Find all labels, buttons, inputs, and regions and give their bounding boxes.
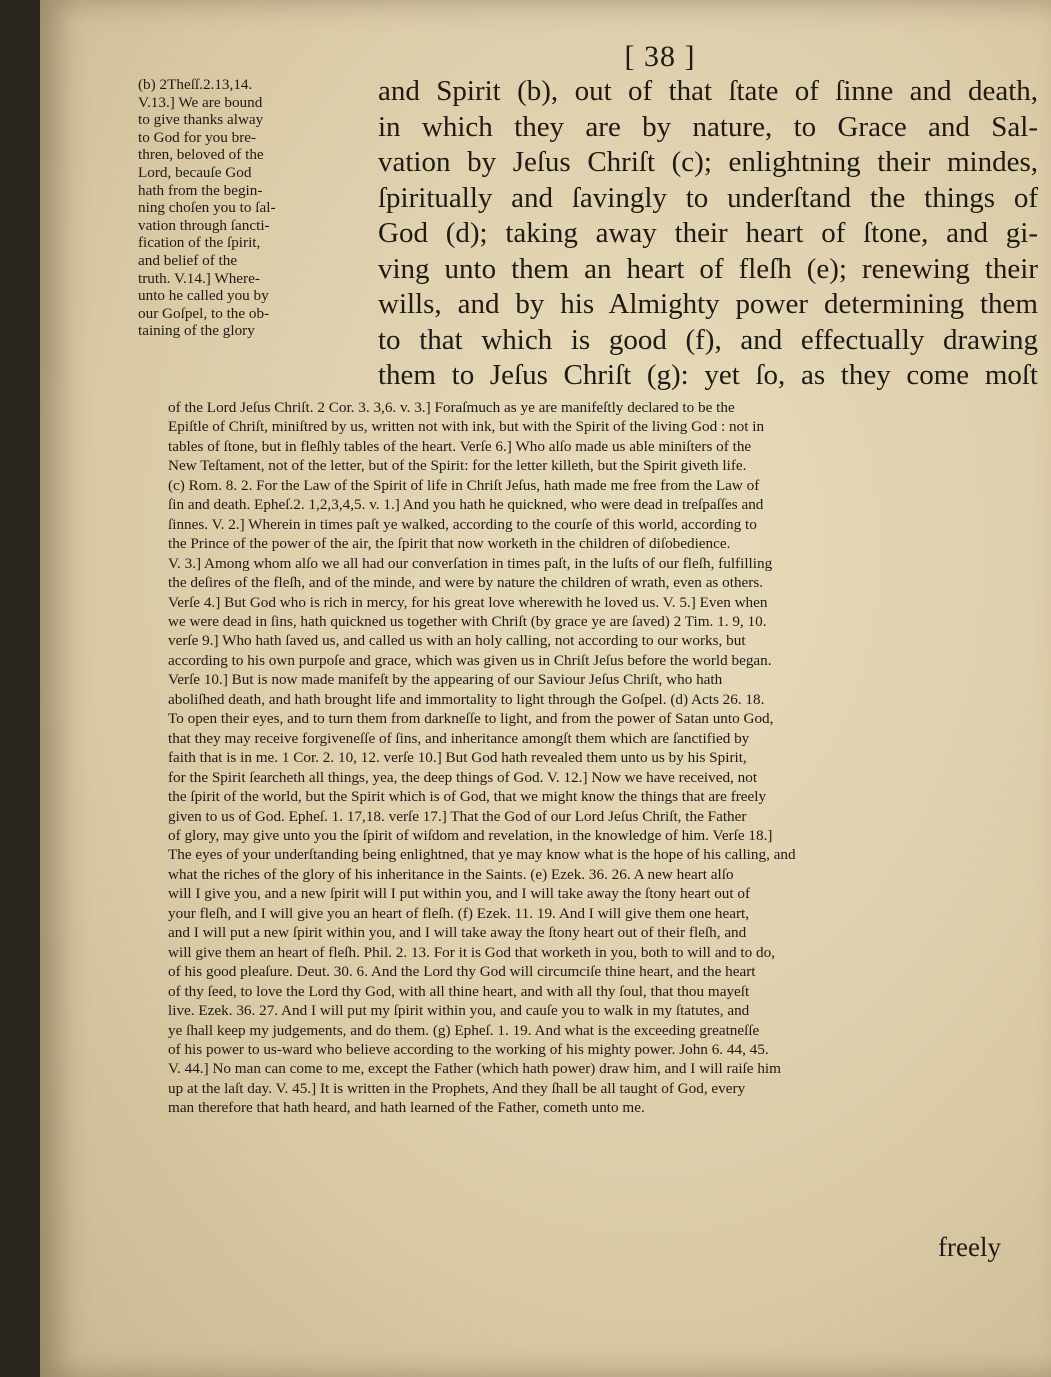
footnote-line: will I give you, and a new ſpirit will I put within you, and I will take away the ſtony heart out of	[168, 885, 751, 903]
margin-note-line: taining of the glory	[138, 322, 255, 340]
footnote-line: of his good pleaſure. Deut. 30. 6. And the Lord thy God will circumciſe thine heart, and the heart	[168, 963, 756, 981]
footnote-line: (c) Rom. 8. 2. For the Law of the Spirit of life in Chriſt Jeſus, hath made me free from the Law of	[168, 476, 760, 494]
footnote-line: ſin and death. Epheſ.2. 1,2,3,4,5. v. 1.] And you hath he quickned, who were dead in treſpaſſes and	[168, 496, 764, 514]
margin-note-line: Lord, becauſe God	[138, 163, 252, 181]
footnotes	[168, 398, 1038, 1118]
footnote-line: up at the laſt day. V. 45.] It is written in the Prophets, And they ſhall be all taught of God, every	[168, 1079, 746, 1097]
footnote-line: V. 44.] No man can come to me, except the Father (which hath power) draw him, and I will raiſe him	[168, 1060, 781, 1078]
margin-note-line: vation through ſancti-	[138, 216, 270, 234]
footnote-line: the Prince of the power of the air, the ſpirit that now worketh in the children of diſobedience.	[168, 535, 731, 553]
margin-note-line: our Goſpel, to the ob-	[138, 304, 270, 322]
footnote-line: ſinnes. V. 2.] Wherein in times paſt ye walked, according to the courſe of this world, according to	[168, 515, 757, 533]
footnote-line: V. 3.] Among whom alſo we all had our converſation in times paſt, in the luſts of our fleſh, fulfilling	[168, 554, 773, 572]
margin-note-line: (b) 2Theſſ.2.13,14.	[138, 76, 253, 93]
main-text-line: ving unto them an heart of fleſh (e); renewing their	[378, 252, 1038, 285]
page-number: [ 38 ]	[624, 40, 696, 73]
margin-note-line: hath from the begin-	[138, 181, 263, 199]
footnote-line: and I will put a new ſpirit within you, and I will take away the ſtony heart out of their fleſh, and	[168, 924, 747, 942]
main-text-line: God (d); taking away their heart of ſtone, and gi-	[378, 217, 1038, 249]
footnote-line: ye ſhall keep my judgements, and do them. (g) Epheſ. 1. 19. And what is the exceeding greatneſſe	[168, 1021, 760, 1039]
footnote-line: Verſe 10.] But is now made manifeſt by the appearing of our Saviour Jeſus Chriſt, who hath	[168, 671, 723, 689]
margin-note-line: V.13.] We are bound	[138, 93, 263, 111]
footnote-line: faith that is in me. 1 Cor. 2. 10, 12. verſe 10.] But God hath revealed them unto us by his Spirit,	[168, 749, 747, 767]
main-text	[378, 74, 1038, 394]
footnote-line: that they may receive forgiveneſſe of ſins, and inheritance amongſt them which are ſanctified by	[168, 729, 750, 747]
margin-note-line: thren, beloved of the	[138, 146, 264, 164]
footnote-line: of glory, may give unto you the ſpirit of wiſdom and revelation, in the knowledge of him. Verſe 18.]	[168, 826, 773, 844]
margin-note-line: ning choſen you to ſal-	[138, 199, 276, 217]
footnote-line: the ſpirit of the world, but the Spirit which is of God, that we might know the things that are freely	[168, 788, 767, 806]
main-text-line: vation by Jeſus Chriſt (c); enlightning their mindes,	[378, 146, 1038, 178]
footnote-line: of the Lord Jeſus Chriſt. 2 Cor. 3. 3,6. v. 3.] Foraſmuch as ye are manifeſtly declared to be the	[168, 399, 735, 416]
margin-note-line: unto he called you by	[138, 287, 269, 305]
main-text-line: in which they are by nature, to Grace and Sal-	[378, 110, 1038, 143]
footnote-line: for the Spirit ſearcheth all things, yea, the deep things of God. V. 12.] Now we have received, not	[168, 768, 758, 786]
main-text-line: ſpiritually and ſavingly to underſtand the things of	[378, 181, 1038, 214]
book-page	[40, 0, 1051, 1377]
footnote-line: given to us of God. Epheſ. 1. 17,18. verſe 17.] That the God of our Lord Jeſus Chriſt, the Father	[168, 807, 747, 825]
footnote-line: Verſe 4.] But God who is rich in mercy, for his great love wherewith he loved us. V. 5.] Even when	[168, 593, 768, 611]
footnote-line: aboliſhed death, and hath brought life and immortality to light through the Goſpel. (d) Acts 26. 18.	[168, 690, 765, 708]
margin-note-line: fication of the ſpirit,	[138, 234, 261, 252]
margin-note	[138, 76, 378, 340]
footnote-line: To open their eyes, and to turn them from darkneſſe to light, and from the power of Satan unto God,	[168, 710, 774, 728]
footnote-line: your fleſh, and I will give you an heart of fleſh. (f) Ezek. 11. 19. And I will give them one heart,	[168, 904, 750, 922]
footnote-line: verſe 9.] Who hath ſaved us, and called us with an holy calling, not according to our works, but	[168, 632, 746, 650]
footnote-line: the deſires of the fleſh, and of the minde, and were by nature the children of wrath, even as others.	[168, 574, 764, 592]
main-text-line: wills, and by his Almighty power determining them	[378, 288, 1038, 320]
footnote-line: of his power to us-ward who believe according to the working of his mighty power. John 6. 44, 45.	[168, 1040, 769, 1058]
main-text-line: them to Jeſus Chriſt (g): yet ſo, as they come moſt	[378, 359, 1038, 391]
footnote-line: man therefore that hath heard, and hath learned of the Father, cometh unto me.	[168, 1099, 645, 1117]
catchword: freely	[938, 1232, 1001, 1262]
footnote-line: New Teſtament, not of the letter, but of the Spirit: for the letter killeth, but the Spirit giveth life.	[168, 457, 747, 475]
main-text-line: to that which is good (f), and effectually drawing	[378, 323, 1038, 356]
footnote-line: Epiſtle of Chriſt, miniſtred by us, written not with ink, but with the Spirit of the living God : not in	[168, 418, 765, 436]
footnote-line: live. Ezek. 36. 27. And I will put my ſpirit within you, and cauſe you to walk in my ſtatutes, and	[168, 1002, 750, 1020]
main-text-line: and Spirit (b), out of that ſtate of ſinne and death,	[378, 75, 1038, 107]
margin-note-line: to give thanks alway	[138, 111, 264, 129]
footnote-line: we were dead in ſins, hath quickned us together with Chriſt (by grace ye are ſaved) 2 Tim. 1. 9, 10.	[168, 612, 767, 630]
margin-note-line: and belief of the	[138, 251, 238, 269]
footnote-line: tables of ſtone, but in fleſhly tables of the heart. Verſe 6.] Who alſo made us able miniſters of the	[168, 437, 752, 455]
footnote-line: what the riches of the glory of his inheritance in the Saints. (e) Ezek. 36. 26. A new heart alſo	[168, 865, 734, 883]
footnote-line: of thy ſeed, to love the Lord thy God, with all thine heart, and with all thy ſoul, that thou mayeſt	[168, 982, 750, 1000]
footnote-line: The eyes of your underſtanding being enlightned, that ye may know what is the hope of his calling, and	[168, 846, 796, 864]
margin-note-line: to God for you bre-	[138, 128, 257, 146]
footnote-line: according to his own purpoſe and grace, which was given us in Chriſt Jeſus before the world began.	[168, 651, 772, 669]
margin-note-line: truth. V.14.] Where-	[138, 269, 260, 287]
footnote-line: will give them an heart of fleſh. Phil. 2. 13. For it is God that worketh in you, both to will and to do,	[168, 943, 776, 961]
